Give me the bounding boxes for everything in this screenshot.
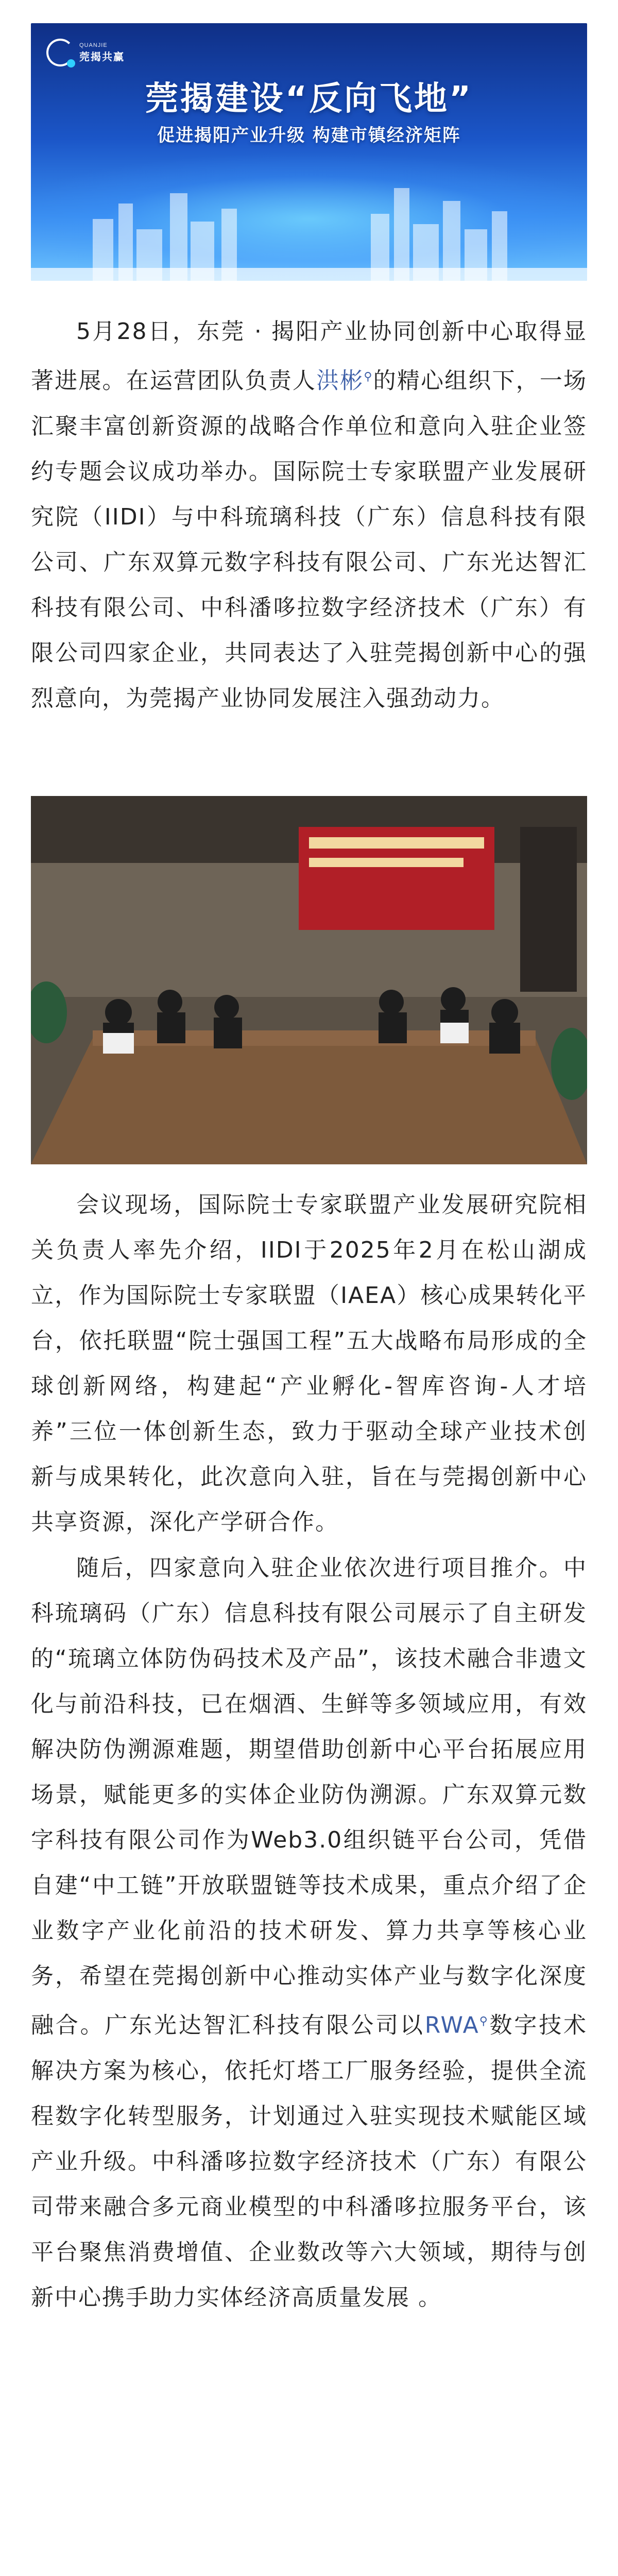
logo-text bbox=[79, 42, 125, 63]
paragraph-text: 5月28日，东莞 · 揭阳产业协同创新中心取得显著进展。在运营团队负责人 bbox=[31, 318, 587, 394]
brand-logo bbox=[46, 39, 125, 66]
meeting-room-photo bbox=[31, 796, 587, 1164]
search-superscript-icon[interactable]: ⚲ bbox=[364, 370, 373, 383]
logo-chinese: 莞揭共赢 bbox=[79, 51, 125, 63]
search-superscript-icon[interactable]: ⚲ bbox=[479, 2015, 489, 2028]
header-banner bbox=[31, 23, 587, 281]
article-paragraph-1 bbox=[31, 309, 587, 721]
paragraph-text: 随后，四家意向入驻企业依次进行项目推介。中科琉璃码（广东）信息科技有限公司展示了自主研发的“琉璃立体防伪码技术及产品”，该技术融合非遗文化与前沿科技，已在烟酒、生鲜等多领域应用，有效解决防伪溯源难题，期望借助创新中心平台拓展应用场景，赋能更多的实体企业防伪溯源。广东双算元数字科技有限公司作为Web3.0组织链平台公司，凭借自建“中工链”开放联盟链等技术成果，重点介绍了企业数字产业化前沿的技术研发、算力共享等核心业务，希望在莞揭创新中心推动实体产业与数字化深度融合。广东光达智汇科技有限公司以 bbox=[31, 1555, 587, 2039]
logo-mark-icon bbox=[46, 39, 74, 66]
paragraph-text: 的精心组织下，一场汇聚丰富创新资源的战略合作单位和意向入驻企业签约专题会议成功举办。国际院士专家联盟产业发展研究院（IIDI）与中科琉璃科技（广东）信息科技有限公司、广东双算元数字科技有限公司、广东光达智汇科技有限公司、中科潘哆拉数字经济技术（广东）有限公司四家企业，共同表达了入驻莞揭创新中心的强烈意向，为莞揭产业协同发展注入强劲动力。 bbox=[31, 367, 588, 711]
person-link[interactable]: 洪彬 bbox=[316, 367, 364, 394]
paragraph-text: 数字技术解决方案为核心，依托灯塔工厂服务经验，提供全流程数字化转型服务，计划通过入驻实现技术赋能区域产业升级。中科潘哆拉数字经济技术（广东）有限公司带来融合多元商业模型的中科潘哆拉服务平台，该平台聚焦消费增值、企业数改等六大领域，期待与创新中心携手助力实体经济高质量发展 。 bbox=[31, 2012, 588, 2311]
logo-english: QUANJIE bbox=[79, 42, 108, 48]
banner-subtitle: 促进揭阳产业升级 构建市镇经济矩阵 bbox=[157, 125, 461, 146]
city-skyline-illustration bbox=[31, 173, 587, 281]
article-paragraph-2: 会议现场，国际院士专家联盟产业发展研究院相关负责人率先介绍，IIDI于2025年2月在松山湖成立，作为国际院士专家联盟（IAEA）核心成果转化平台，依托联盟“院士强国工程”五大战略布局形成的全球创新网络，构建起“产业孵化-智库咨询-人才培养”三位一体创新生态，致力于驱动全球产业技术创新与成果转化，此次意向入驻，旨在与莞揭创新中心共享资源，深化产学研合作。 bbox=[31, 1192, 587, 1535]
rwa-link[interactable]: RWA bbox=[424, 2012, 479, 2039]
meeting-photo-illustration bbox=[31, 796, 587, 1164]
banner-title: 莞揭建设“反向飞地” bbox=[145, 80, 473, 118]
article-paragraph-3 bbox=[31, 1546, 587, 2320]
